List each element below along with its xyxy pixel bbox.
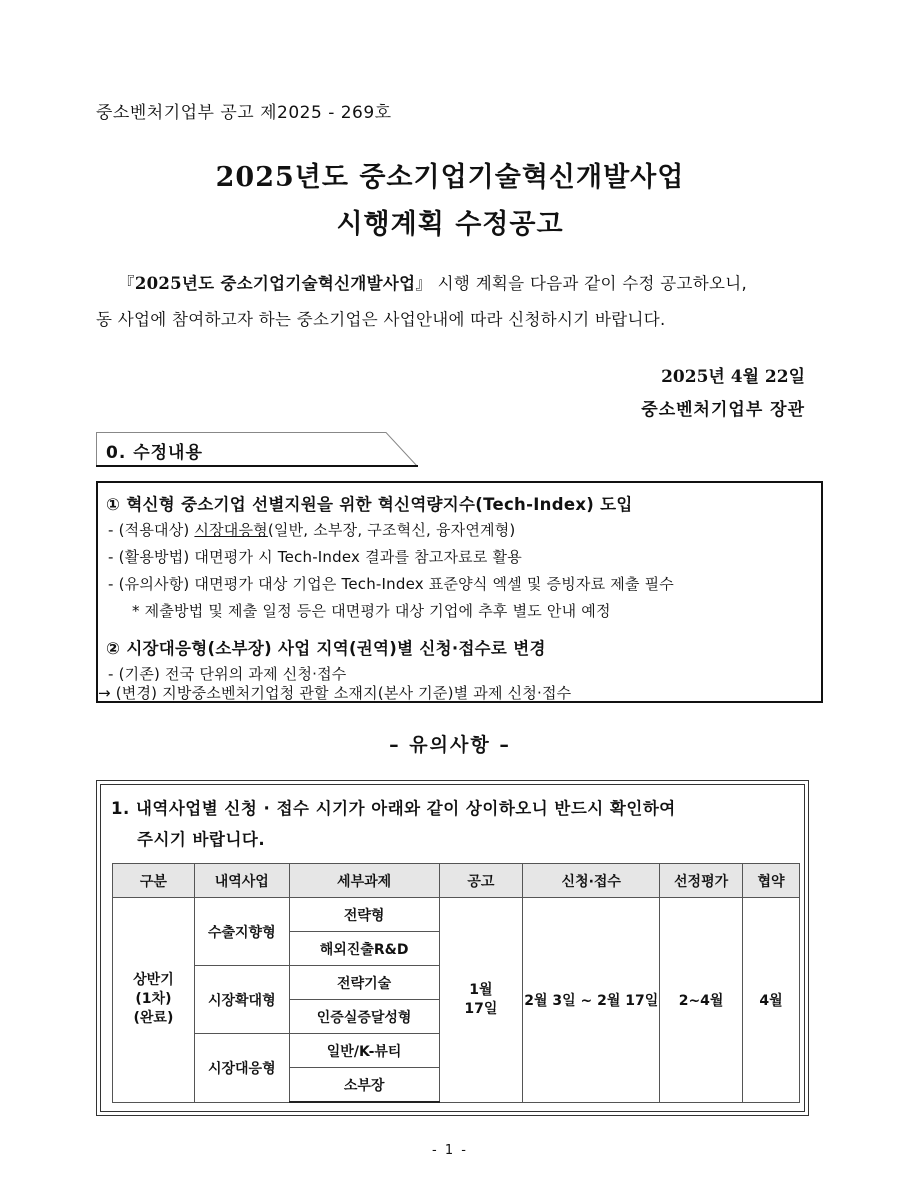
program-cell: 시장확대형 (194, 966, 289, 1034)
revision-item2-before: - (기존) 전국 단위의 과제 신청·접수 (108, 665, 347, 683)
task-cell: 소부장 (289, 1068, 439, 1103)
task-cell: 해외진출R&D (289, 932, 439, 966)
program-cell: 수출지향형 (194, 898, 289, 966)
notice-number: 중소벤처기업부 공고 제2025 - 269호 (96, 103, 392, 123)
caution-note1-line2: 주시기 바랍니다. (137, 830, 266, 849)
header-cell: 협약 (743, 864, 800, 898)
notice-date: 2025년 4월 22일 (661, 367, 805, 387)
header-cell: 세부과제 (289, 864, 439, 898)
header-cell: 신청·접수 (523, 864, 660, 898)
target-underlined: 시장대응형 (194, 521, 268, 539)
revision-content-box (96, 481, 823, 703)
revision-item1-usage: - (활용방법) 대면평가 시 Tech-Index 결과를 참고자료로 활용 (108, 548, 522, 566)
caution-note1-line1: 1. 내역사업별 신청 · 접수 시기가 아래와 같이 상이하오니 반드시 확인하여 (111, 799, 676, 818)
task-cell: 전략기술 (289, 966, 439, 1000)
caution-note1 (111, 793, 676, 855)
revision-item1-footnote: * 제출방법 및 제출 일정 등은 대면평가 대상 기업에 추후 별도 안내 예정 (132, 602, 611, 620)
intro-line2: 동 사업에 참여하고자 하는 중소기업은 사업안내에 따라 신청하시기 바랍니다. (96, 310, 666, 329)
task-cell: 전략형 (289, 898, 439, 932)
announce-cell: 1월 17일 (439, 898, 523, 1103)
target-detail: (일반, 소부장, 구조혁신, 융자연계형) (267, 521, 516, 539)
schedule-header-row (113, 864, 800, 898)
caution-box-inner (100, 784, 805, 1112)
revision-item1-title: ① 혁신형 중소기업 선별지원을 위한 혁신역량지수(Tech-Index) 도입 (106, 495, 633, 514)
caution-heading: – 유의사항 – (389, 734, 511, 756)
section-tab-revisions (96, 432, 416, 465)
intro-bracket-open: 『 (118, 274, 135, 293)
intro-line1-text: 』 시행 계획을 다음과 같이 수정 공고하오니, (415, 274, 748, 293)
apply-cell: 2월 3일 ~ 2월 17일 (523, 898, 660, 1103)
revision-item2-after: → (변경) 지방중소벤처기업청 관할 소재지(본사 기준)별 과제 신청·접수 (98, 684, 572, 702)
revision-item1-target (108, 519, 515, 540)
task-cell: 인증실증달성형 (289, 1000, 439, 1034)
document-title-line1: 2025년도 중소기업기술혁신개발사업 (215, 162, 685, 193)
page-number: - 1 - (432, 1143, 468, 1158)
program-cell: 시장대응형 (194, 1034, 289, 1103)
evaluation-cell: 2~4월 (660, 898, 743, 1103)
header-cell: 공고 (439, 864, 523, 898)
task-cell: 일반/K-뷰티 (289, 1034, 439, 1068)
agreement-cell: 4월 (743, 898, 800, 1103)
section-tab-label: 0. 수정내용 (106, 443, 203, 463)
header-cell: 내역사업 (194, 864, 289, 898)
caution-box (96, 780, 809, 1116)
document-title-line2: 시행계획 수정공고 (336, 209, 564, 240)
table-row (113, 898, 800, 932)
header-cell: 구분 (113, 864, 195, 898)
intro-program-name: 2025년도 중소기업기술혁신개발사업 (134, 274, 416, 293)
schedule-table (112, 863, 800, 1103)
period-cell: 상반기 (1차) (완료) (113, 898, 195, 1103)
header-cell: 선정평가 (660, 864, 743, 898)
revision-item2-title: ② 시장대응형(소부장) 사업 지역(권역)별 신청·접수로 변경 (106, 639, 546, 658)
issuer-minister: 중소벤처기업부 장관 (641, 400, 805, 420)
target-label: - (적용대상) (108, 521, 195, 539)
revision-item1-caution: - (유의사항) 대면평가 대상 기업은 Tech-Index 표준양식 엑셀 및 증빙자료 제출 필수 (108, 575, 674, 593)
intro-line1 (96, 266, 808, 302)
